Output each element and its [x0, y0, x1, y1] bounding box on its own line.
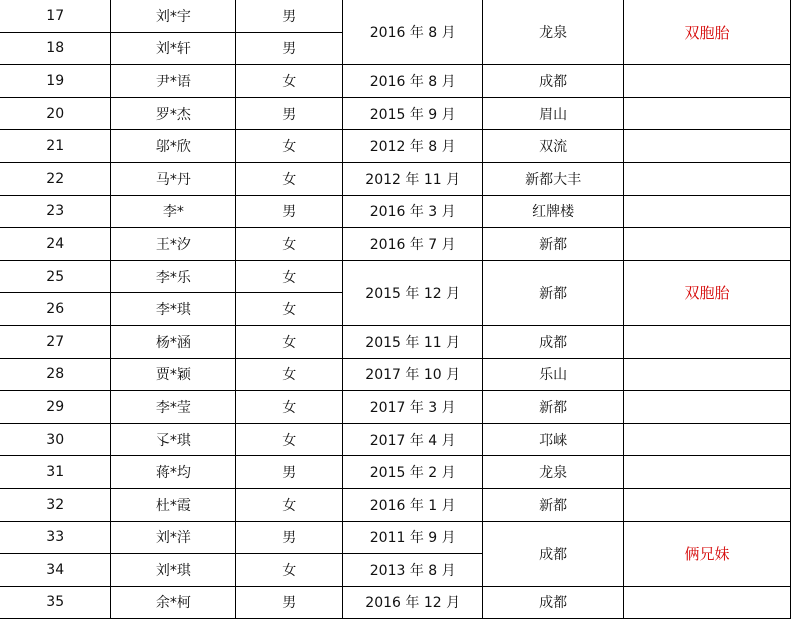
place-cell: 成都	[483, 65, 624, 98]
note-cell	[624, 456, 791, 489]
table-row	[0, 586, 791, 619]
birth-date-cell: 2017 年 4 月	[343, 423, 483, 456]
row-number: 18	[0, 32, 111, 65]
row-number: 34	[0, 554, 111, 587]
table-row	[0, 195, 791, 228]
child-name: 李*莹	[111, 391, 236, 424]
table-row	[0, 97, 791, 130]
gender-cell: 男	[236, 456, 343, 489]
note-cell	[624, 423, 791, 456]
row-number: 17	[0, 0, 111, 32]
birth-date-cell: 2013 年 8 月	[343, 554, 483, 587]
table-row	[0, 325, 791, 358]
child-name: 李*琪	[111, 293, 236, 326]
child-name: 刘*轩	[111, 32, 236, 65]
row-number: 25	[0, 260, 111, 293]
gender-cell: 男	[236, 0, 343, 32]
note-cell	[624, 65, 791, 98]
row-number: 35	[0, 586, 111, 619]
place-cell: 新都	[483, 488, 624, 521]
place-cell: 眉山	[483, 97, 624, 130]
birth-date-cell: 2015 年 9 月	[343, 97, 483, 130]
place-cell: 成都	[483, 521, 624, 586]
birth-date-cell: 2012 年 11 月	[343, 162, 483, 195]
note-cell: 双胞胎	[624, 260, 791, 325]
birth-date-cell: 2017 年 10 月	[343, 358, 483, 391]
table-row	[0, 0, 791, 32]
table-row	[0, 228, 791, 261]
child-name: 蒋*均	[111, 456, 236, 489]
gender-cell: 女	[236, 260, 343, 293]
gender-cell: 男	[236, 32, 343, 65]
place-cell: 龙泉	[483, 0, 624, 65]
place-cell: 新都大丰	[483, 162, 624, 195]
child-name: 刘*宇	[111, 0, 236, 32]
child-name: 杜*霞	[111, 488, 236, 521]
birth-date-cell: 2015 年 2 月	[343, 456, 483, 489]
gender-cell: 女	[236, 358, 343, 391]
birth-date-cell: 2016 年 8 月	[343, 0, 483, 65]
note-cell	[624, 488, 791, 521]
birth-date-cell: 2015 年 12 月	[343, 260, 483, 325]
place-cell: 龙泉	[483, 456, 624, 489]
row-number: 22	[0, 162, 111, 195]
gender-cell: 女	[236, 228, 343, 261]
gender-cell: 女	[236, 554, 343, 587]
gender-cell: 女	[236, 65, 343, 98]
birth-date-cell: 2017 年 3 月	[343, 391, 483, 424]
place-cell: 成都	[483, 586, 624, 619]
note-cell	[624, 391, 791, 424]
birth-date-cell: 2011 年 9 月	[343, 521, 483, 554]
table-row	[0, 358, 791, 391]
table-row	[0, 162, 791, 195]
table-row	[0, 65, 791, 98]
note-cell: 双胞胎	[624, 0, 791, 65]
child-name: 李*	[111, 195, 236, 228]
table-row	[0, 488, 791, 521]
note-cell	[624, 97, 791, 130]
row-number: 32	[0, 488, 111, 521]
gender-cell: 女	[236, 325, 343, 358]
table-row	[0, 423, 791, 456]
gender-cell: 男	[236, 521, 343, 554]
row-number: 28	[0, 358, 111, 391]
place-cell: 双流	[483, 130, 624, 163]
note-cell	[624, 162, 791, 195]
table-row	[0, 260, 791, 293]
child-name: 刘*琪	[111, 554, 236, 587]
place-cell: 红牌楼	[483, 195, 624, 228]
note-cell	[624, 228, 791, 261]
birth-date-cell: 2016 年 1 月	[343, 488, 483, 521]
child-name: 余*柯	[111, 586, 236, 619]
table-row	[0, 521, 791, 554]
gender-cell: 男	[236, 586, 343, 619]
place-cell: 成都	[483, 325, 624, 358]
note-cell	[624, 586, 791, 619]
child-name: 杨*涵	[111, 325, 236, 358]
child-name: 王*汐	[111, 228, 236, 261]
place-cell: 新都	[483, 228, 624, 261]
gender-cell: 男	[236, 97, 343, 130]
birth-date-cell: 2016 年 3 月	[343, 195, 483, 228]
birth-date-cell: 2016 年 7 月	[343, 228, 483, 261]
birth-date-cell: 2016 年 8 月	[343, 65, 483, 98]
gender-cell: 男	[236, 195, 343, 228]
table-row	[0, 391, 791, 424]
gender-cell: 女	[236, 423, 343, 456]
gender-cell: 女	[236, 293, 343, 326]
row-number: 27	[0, 325, 111, 358]
note-cell	[624, 358, 791, 391]
place-cell: 新都	[483, 391, 624, 424]
row-number: 31	[0, 456, 111, 489]
gender-cell: 女	[236, 130, 343, 163]
note-cell	[624, 325, 791, 358]
row-number: 30	[0, 423, 111, 456]
note-cell	[624, 130, 791, 163]
row-number: 21	[0, 130, 111, 163]
gender-cell: 女	[236, 488, 343, 521]
birth-date-cell: 2016 年 12 月	[343, 586, 483, 619]
gender-cell: 女	[236, 162, 343, 195]
row-number: 19	[0, 65, 111, 98]
row-number: 29	[0, 391, 111, 424]
table-row	[0, 130, 791, 163]
table-row	[0, 456, 791, 489]
child-name: 刘*洋	[111, 521, 236, 554]
row-number: 33	[0, 521, 111, 554]
child-name: 马*丹	[111, 162, 236, 195]
child-name: 邬*欣	[111, 130, 236, 163]
place-cell: 乐山	[483, 358, 624, 391]
child-name: 孓*琪	[111, 423, 236, 456]
note-cell: 俩兄妹	[624, 521, 791, 586]
row-number: 24	[0, 228, 111, 261]
note-cell	[624, 195, 791, 228]
gender-cell: 女	[236, 391, 343, 424]
child-name: 尹*语	[111, 65, 236, 98]
row-number: 26	[0, 293, 111, 326]
birth-date-cell: 2012 年 8 月	[343, 130, 483, 163]
row-number: 20	[0, 97, 111, 130]
birth-date-cell: 2015 年 11 月	[343, 325, 483, 358]
place-cell: 新都	[483, 260, 624, 325]
child-name: 罗*杰	[111, 97, 236, 130]
place-cell: 邛崃	[483, 423, 624, 456]
child-name: 贾*颖	[111, 358, 236, 391]
row-number: 23	[0, 195, 111, 228]
child-name: 李*乐	[111, 260, 236, 293]
